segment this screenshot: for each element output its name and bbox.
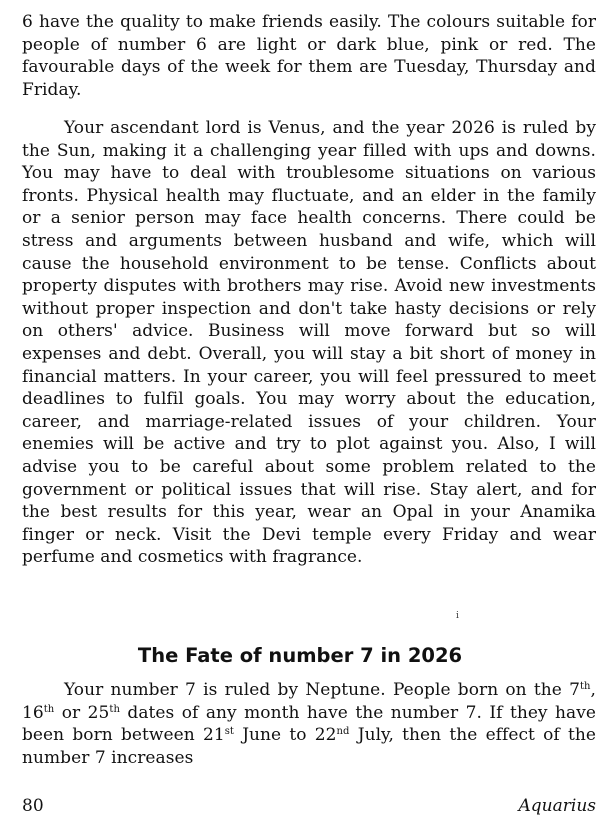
text-run: July, then the effect of the number 7 increases — [22, 725, 596, 768]
section-heading: The Fate of number 7 in 2026 — [137, 644, 463, 667]
running-footer-title: Aquarius — [518, 796, 596, 816]
paragraph-ascendant-lord: Your ascendant lord is Venus, and the year 2026 is ruled by the Sun, making it a challenging year filled with ups and downs. You may have to deal with troublesome situations on various fronts. Physical health may fluctuate, and an elder in the family or a senior person may face health concerns. There could be stress and arguments between husband and wife, which will cause the household environment to be tense. Conflicts about property disputes with brothers may rise. Avoid new investments without proper inspection and don't take hasty decisions or rely on others' advice. Business will move forward but so will expenses and debt. Overall, you will stay a bit short of money in financial matters. In your career, you will feel pressured to meet deadlines to fulfil goals. You may worry about the education, career, and marriage-related issues of your children. Your enemies will be active and try to plot against you. Also, I will advise you to be careful about some problem related to the government or political issues that will rise. Stay alert, and for the best results for this year, wear an Opal in your Anamika finger or neck. Visit the Devi temple every Friday and wear perfume and cosmetics with fragrance. — [22, 118, 596, 568]
page-number: 80 — [22, 796, 44, 816]
text-run: dates of any month have the number 7. If they have been born between 21 — [22, 702, 596, 746]
text-run: , 16 — [22, 680, 596, 723]
ordinal-suffix: st — [224, 726, 234, 738]
paragraph-number-7-intro — [22, 679, 596, 769]
ordinal-suffix: th — [43, 703, 55, 715]
print-speck-mark: ⅰ — [456, 611, 459, 621]
paragraph-number-6-qualities: 6 have the quality to make friends easily. The colours suitable for people of number 6 are light or dark blue, pink or red. The favourable days of the week for them are Tuesday, Thursday and Friday. — [22, 12, 596, 100]
ordinal-suffix: nd — [336, 726, 350, 738]
ordinal-suffix: th — [579, 681, 591, 692]
text-run: June to 22 — [233, 725, 337, 746]
text-run: Your number 7 is ruled by Neptune. People born on the 7 — [64, 680, 580, 700]
text-run: or 25 — [54, 702, 110, 723]
ordinal-suffix: th — [109, 703, 120, 715]
